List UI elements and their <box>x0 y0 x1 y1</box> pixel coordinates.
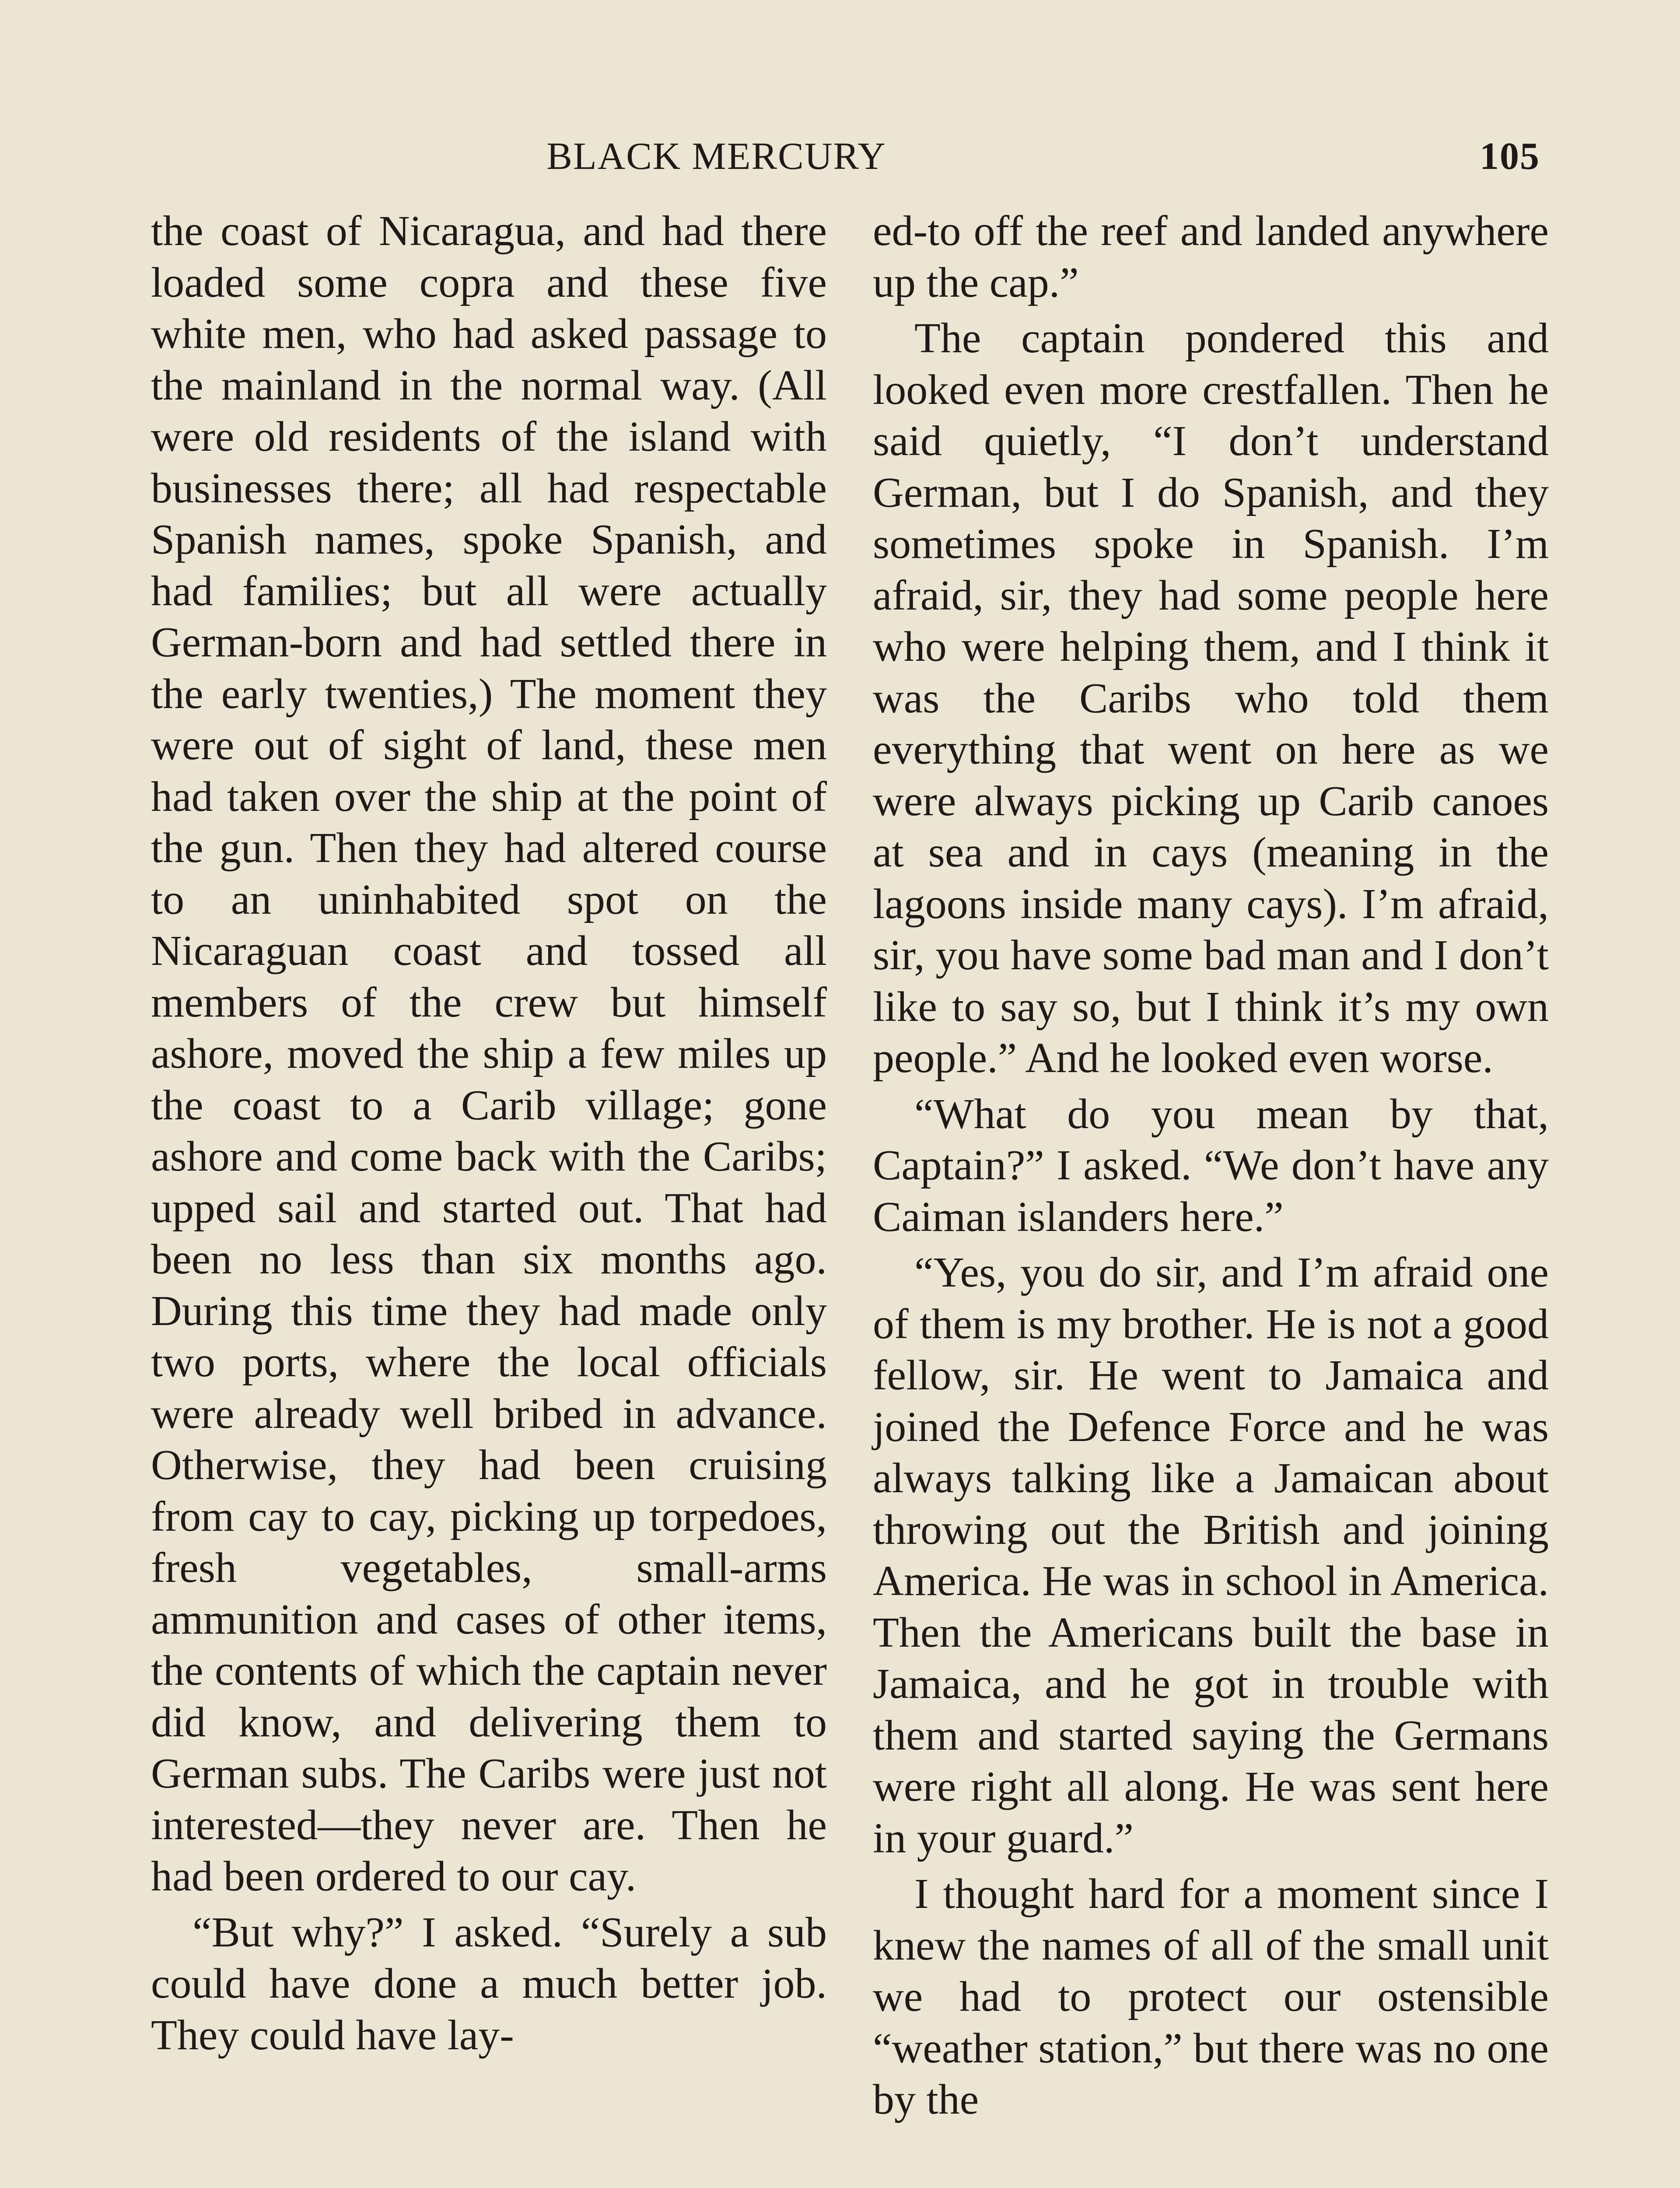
paragraph: “Yes, you do sir, and I’m afraid one of them is my brother. He is not a good fellow, sir. He went to Jamaica and joined the Defence Force and he was always talking like a Jamaican about throwing out the British and joining America. He was in school in America. Then the Americans built the base in Jamaica, and he got in trouble with them and started saying the Germans were right all along. He was sent here in your guard.” <box>873 1249 1549 1862</box>
right-column <box>873 206 1549 2126</box>
page-header <box>151 130 1540 183</box>
paragraph: the coast of Nicaragua, and had there loaded some copra and these five white men, who had asked passage to the mainland in the normal way. (All were old residents of the island with businesses there; all had respectable Spanish names, spoke Spanish, and had families; but all were actually German-born and had settled there in the early twenties,) The moment they were out of sight of land, these men had taken over the ship at the point of the gun. Then they had altered course to an uninhabited spot on the Nicaraguan coast and tossed all members of the crew but himself ashore, moved the ship a few miles up the coast to a Carib village; gone ashore and come back with the Caribs; upped sail and started out. That had been no less than six months ago. During this time they had made only two ports, where the local officials were already well bribed in advance. Otherwise, they had been cruising from cay to cay, picking up torpedoes, fresh vegetables, small-arms ammunition and cases of other items, the contents of which the captain never did know, and delivering them to German subs. The Caribs were just not interested—they never are. Then he had been ordered to our cay. <box>151 207 827 1900</box>
paragraph: ed-to off the reef and landed anywhere up the cap.” <box>873 207 1549 306</box>
paragraph: “But why?” I asked. “Surely a sub could have done a much better job. They could have lay- <box>151 1908 827 2059</box>
page-number: 105 <box>1480 135 1540 178</box>
left-column <box>151 206 827 2061</box>
running-head: BLACK MERCURY <box>546 135 886 178</box>
paragraph: The captain pondered this and looked even more crestfallen. Then he said quietly, “I don’t understand German, but I do Spanish, and they sometimes spoke in Spanish. I’m afraid, sir, they had some people here who were helping them, and I think it was the Caribs who told them everything that went on here as we were always picking up Carib canoes at sea and in cays (meaning in the lagoons inside many cays). I’m afraid, sir, you have some bad man and I don’t like to say so, but I think it’s my own people.” And he looked even worse. <box>873 315 1549 1082</box>
paragraph: “What do you mean by that, Captain?” I asked. “We don’t have any Caiman islanders here.” <box>873 1090 1549 1241</box>
paragraph: I thought hard for a moment since I knew the names of all of the small unit we had to protect our ostensible “weather station,” but there was no one by the <box>873 1870 1549 2123</box>
